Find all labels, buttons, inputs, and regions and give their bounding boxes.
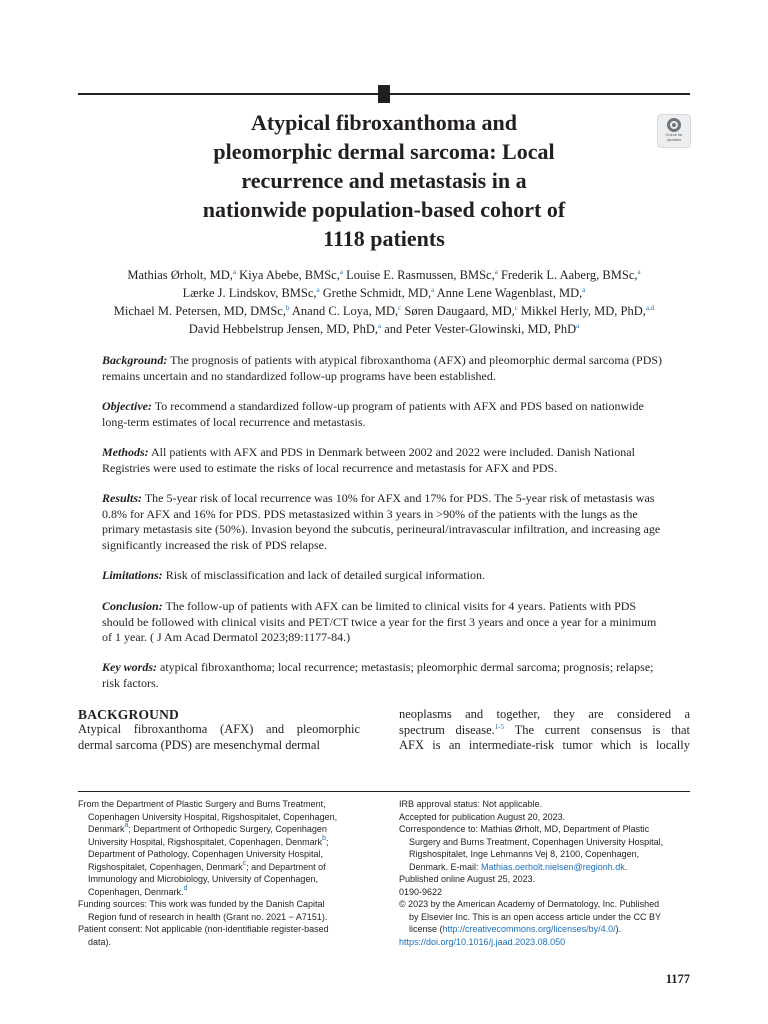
footnote-line	[78, 911, 368, 924]
text-run: From the Department of Plastic Surgery and Burns Treatment,	[78, 799, 326, 809]
footnote-line	[399, 911, 691, 924]
check-for-updates-label: Check for updates	[665, 132, 683, 142]
text-run: ;	[326, 836, 329, 847]
text-run: Copenhagen University Hospital, Rigshospitalet, Copenhagen,	[88, 811, 338, 822]
author-line	[60, 320, 708, 338]
text-run: Immunology and Microbiology, University of Copenhagen,	[88, 874, 318, 884]
affiliation-marker[interactable]: a	[124, 822, 129, 829]
footnote-line	[399, 798, 691, 811]
text-run: neoplasms and together, they are considered a	[399, 707, 690, 721]
text-run: Mathias Ørholt, MD,	[127, 268, 233, 282]
footnote-line	[78, 873, 368, 886]
footnote-line	[78, 898, 368, 911]
footnote-line	[399, 861, 691, 874]
body-line: Atypical fibroxanthoma (AFX) and pleomorphic	[78, 722, 360, 736]
title-line: recurrence and metastasis in a	[241, 168, 527, 193]
body-column-left	[78, 722, 360, 753]
abstract-label: Methods:	[102, 445, 149, 459]
footnote-line	[399, 848, 691, 861]
abstract-background	[102, 353, 666, 384]
footnote-line	[399, 936, 691, 949]
text-run: David Hebbelstrup Jensen, MD, PhD,	[188, 322, 378, 336]
footnote-line	[399, 811, 691, 824]
text-run: Copenhagen, Denmark.	[88, 886, 184, 897]
text-run: Louise E. Rasmussen, BMSc,	[342, 268, 495, 282]
affiliation-marker[interactable]: a	[576, 322, 580, 330]
text-run: Surgery and Burns Treatment, Copenhagen University Hospital,	[409, 836, 664, 847]
text-run: Kiya Abebe, BMSc,	[236, 268, 340, 282]
author-line	[60, 284, 708, 302]
page-number: 1177	[665, 972, 690, 986]
abstract-label: Key words:	[102, 660, 157, 674]
text-run: Anand C. Loya, MD,	[289, 304, 399, 318]
abstract-label: Results:	[102, 491, 143, 505]
affiliation-marker[interactable]: a	[582, 286, 586, 294]
footnote-line	[78, 936, 368, 949]
footnote-line	[399, 923, 691, 936]
abstract-objective	[102, 399, 666, 430]
author-list	[60, 266, 708, 338]
body-line	[399, 738, 690, 754]
text-run: Correspondence to: Mathias Ørholt, MD, Department of Plastic	[399, 824, 650, 834]
footnote-line	[78, 861, 368, 874]
text-run: Published online August 25, 2023.	[399, 874, 536, 884]
text-run: ; and Department of	[246, 861, 326, 872]
text-run: Rigshospitalet, Copenhagen, Denmark	[88, 861, 243, 872]
text-run: Anne Lene Wagenblast, MD,	[434, 286, 583, 300]
text-run: Lærke J. Lindskov, BMSc,	[182, 286, 317, 300]
abstract-label: Objective:	[102, 399, 152, 413]
footnote-line	[399, 898, 691, 911]
text-run: ; Department of Orthopedic Surgery, Copenhagen	[128, 824, 327, 834]
body-column-right	[399, 707, 690, 754]
affiliation-marker[interactable]: a,d	[645, 304, 655, 312]
text-run: © 2023 by the American Academy of Dermatology, Inc. Published	[399, 899, 660, 909]
text-run: IRB approval status: Not applicable.	[399, 799, 543, 809]
abstract-limitations	[102, 568, 666, 584]
author-line	[60, 302, 708, 320]
footnote-line	[399, 836, 691, 849]
abstract-label: Background:	[102, 353, 168, 367]
footnote-line	[78, 798, 368, 811]
text-run: ).	[615, 924, 622, 934]
text-run: Søren Daugaard, MD,	[401, 304, 515, 318]
abstract-text: atypical fibroxanthoma; local recurrence; metastasis; pleomorphic dermal sarcoma; prognosis; relapse; risk factors.	[102, 660, 654, 690]
footnote-rule	[78, 791, 690, 792]
text-run: data).	[88, 936, 112, 947]
text-run: Rigshospitalet, Inge Lehmanns Vej 8, 2100, Copenhagen,	[409, 849, 640, 859]
text-run: Accepted for publication August 20, 2023.	[399, 811, 566, 822]
abstract-text: The follow-up of patients with AFX can be limited to clinical visits for 4 years. Patients with PDS should be followed with clinical visits and PET/CT twice a year for the first 3 years and once a year for a minimum of 1 year. ( J Am Acad Dermatol 2023;89:1177-84.)	[102, 599, 657, 644]
abstract-label: Limitations:	[102, 568, 163, 582]
text-run: 0190-9622	[399, 886, 443, 897]
affiliation-marker[interactable]: a	[431, 286, 435, 294]
affiliation-marker[interactable]: 1-5	[494, 722, 505, 731]
author-line	[60, 266, 708, 284]
affiliation-marker[interactable]: c	[514, 304, 518, 312]
text-run: spectrum disease.	[399, 722, 495, 737]
check-for-updates-icon	[667, 118, 681, 132]
text-run: Patient consent: Not applicable (non-identifiable register-based	[78, 924, 329, 934]
title-line: pleomorphic dermal sarcoma: Local	[213, 139, 555, 164]
text-run: Funding sources: This work was funded by the Danish Capital	[78, 899, 325, 909]
abstract-text: All patients with AFX and PDS in Denmark between 2002 and 2022 were included. Danish National Registries were used to estimate the risks of local recurrence and metastasis for AFX and PDS.	[102, 445, 635, 475]
text-run: The current consensus is that	[504, 722, 690, 737]
header-rule-marker	[378, 85, 390, 103]
text-run: license (	[409, 924, 443, 934]
abstract-text: To recommend a standardized follow-up program of patients with AFX and PDS based on nationwide long-term estimates of local recurrence and metastasis.	[102, 399, 644, 429]
text-run: AFX is an intermediate-risk tumor which is locally	[399, 738, 690, 752]
affiliation-marker[interactable]: a	[232, 268, 237, 276]
affiliation-marker[interactable]: a	[378, 322, 382, 330]
affiliation-marker[interactable]: d	[183, 884, 188, 892]
footnote-line	[78, 836, 368, 849]
abstract-label: Conclusion:	[102, 599, 163, 613]
abstract-text: Risk of misclassification and lack of detailed surgical information.	[165, 568, 486, 582]
footnote-line	[78, 886, 368, 899]
footnote-line	[78, 848, 368, 861]
affiliation-marker[interactable]: a	[637, 268, 641, 276]
article-title	[100, 108, 668, 253]
body-line: dermal sarcoma (PDS) are mesenchymal dermal	[78, 737, 320, 752]
text-run: Denmark. E-mail:	[409, 861, 482, 872]
text-run: Mikkel Herly, MD, PhD,	[517, 304, 646, 318]
text-run: Grethe Schmidt, MD,	[319, 286, 432, 300]
title-line: Atypical fibroxanthoma and	[250, 110, 518, 135]
link[interactable]: http://creativecommons.org/licenses/by/4.0/	[442, 924, 616, 934]
footnote-line	[78, 811, 368, 824]
footnote-line	[399, 823, 691, 836]
affiliation-marker[interactable]: a	[316, 286, 320, 294]
text-run: and Peter Vester-Glowinski, MD, PhD	[381, 322, 577, 336]
affiliation-marker[interactable]: a	[494, 268, 498, 276]
link[interactable]: https://doi.org/10.1016/j.jaad.2023.08.050	[399, 936, 566, 947]
title-line: 1118 patients	[323, 226, 445, 251]
footnote-line	[78, 923, 368, 936]
body-line	[399, 707, 690, 723]
abstract-text: The 5-year risk of local recurrence was 10% for AFX and 17% for PDS. The 5-year risk of metastasis was 0.8% for AFX and 16% for PDS. PDS metastasized within 3 years in >90% of the patients with the lungs as the primary metastasis site (50%). Invasion beyond the subcutis, perineural/intravascular infiltration, and increasing age significantly increased the risk of PDS relapse.	[102, 491, 661, 552]
link[interactable]: Mathias.oerholt.nielsen@regionh.dk	[481, 861, 625, 872]
affiliation-marker[interactable]: b	[322, 834, 327, 842]
text-run: Frederik L. Aaberg, BMSc,	[497, 268, 638, 282]
footnote-line	[399, 873, 691, 886]
text-run: Department of Pathology, Copenhagen University Hospital,	[88, 849, 323, 859]
text-run: University Hospital, Rigshospitalet, Copenhagen, Denmark	[88, 836, 323, 847]
affiliation-marker[interactable]: c	[242, 859, 247, 867]
abstract-keywords	[102, 660, 666, 691]
affiliation-marker[interactable]: a	[339, 268, 343, 276]
text-run: .	[624, 861, 628, 872]
text-run: by Elsevier Inc. This is an open access article under the CC BY	[409, 911, 661, 922]
abstract-methods	[102, 445, 666, 476]
title-line: nationwide population-based cohort of	[202, 197, 566, 222]
text-run: Denmark	[88, 824, 125, 834]
body-line	[399, 723, 690, 739]
abstract-text: The prognosis of patients with atypical fibroxanthoma (AFX) and pleomorphic dermal sarcoma (PDS) remains uncertain and no standardized follow-up programs have been established.	[102, 353, 663, 383]
footnotes-right	[399, 798, 691, 948]
affiliation-marker[interactable]: b	[285, 304, 290, 312]
affiliation-marker[interactable]: c	[398, 304, 402, 312]
text-run: Michael M. Petersen, MD, DMSc,	[113, 304, 286, 318]
abstract-results	[102, 491, 666, 553]
footnotes-left	[78, 798, 368, 948]
text-run: Region fund of research in health (Grant no. 2021 − A7151).	[88, 911, 328, 922]
footnote-line	[399, 886, 691, 899]
section-heading-background: BACKGROUND	[78, 707, 180, 722]
abstract-conclusion	[102, 599, 666, 646]
